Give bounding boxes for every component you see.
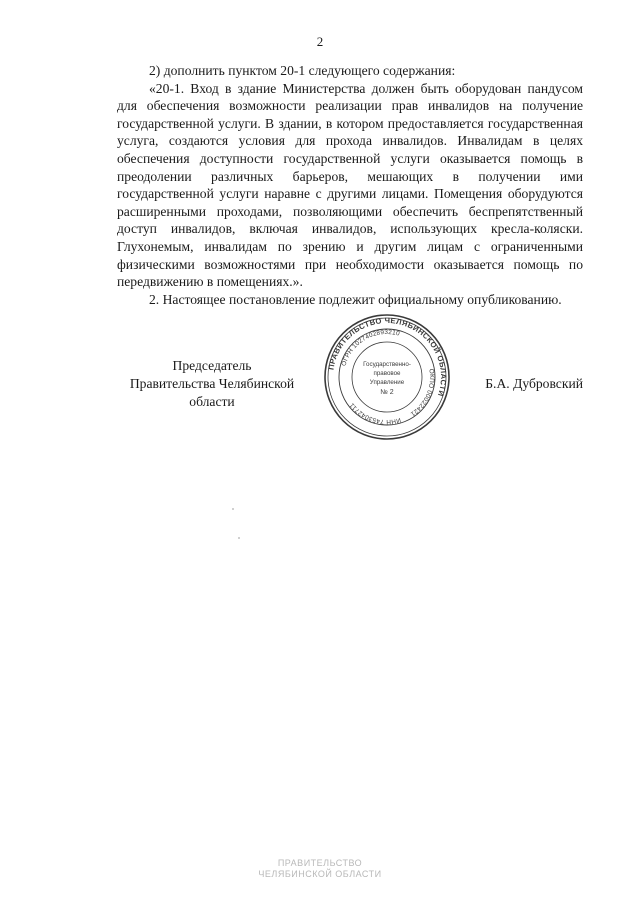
seal-ogrn-text: ОГРН 1027402893210 [340,328,401,367]
seal-inner-ring [352,342,422,412]
publication-paragraph: 2. Настоящее постановление подлежит официальному опубликованию. [149,291,562,307]
signatory-title-line2: Правительства Челябинской области [129,376,295,409]
seal-center-line4: № 2 [380,389,394,396]
signatory-title-line1: Председатель [172,358,252,373]
seal-center-line2: правовое [373,370,401,377]
amendment-intro-paragraph: 2) дополнить пунктом 20-1 следующего содержания: [149,63,456,78]
scan-speck [238,537,240,539]
seal-okpo-text: ОКПО 00022421 [408,368,436,418]
footer-watermark [0,858,640,880]
amendment-text-paragraph: «20-1. Вход в здание Министерства должен быть оборудован пандусом для обеспечения возможности реализации прав инвалидов на получение государственной услуги. В здании, в котором предоставляется государственная услуга, создаются условия для прохода инвалидов. Инвалидам в целях обеспечения доступности государственной услуги оказывается помощь в преодолении различных барьеров, мешающих в получении ими государственной услуги наравне с другими лицами. Помещения оборудуются расширенными проходами, позволяющими обеспечить беспрепятственный доступ инвалидов, включая инвалидов, использующих кресла-коляски. Глухонемым, инвалидам по зрению и другим лицам с ограниченными физическими возможностями при необходимости оказывается помощь по передвижению в помещениях.». [117,80,583,290]
scan-speck [232,508,234,510]
signatory-name: Б.А. Дубровский [485,376,583,391]
page-number: 2 [316,34,324,49]
seal-outer-text: ПРАВИТЕЛЬСТВО ЧЕЛЯБИНСКОЙ ОБЛАСТИ [326,315,449,398]
footer-watermark-line1: ПРАВИТЕЛЬСТВО [277,858,363,868]
footer-watermark-line2: ЧЕЛЯБИНСКОЙ ОБЛАСТИ [258,869,382,879]
seal-center-line1: Государственно- [363,361,411,368]
signatory-title [117,357,307,411]
official-seal [322,312,452,442]
seal-inn-text: ИНН 7453042711 [348,401,402,426]
document-body [117,62,583,308]
seal-center-line3: Управление [369,379,405,386]
